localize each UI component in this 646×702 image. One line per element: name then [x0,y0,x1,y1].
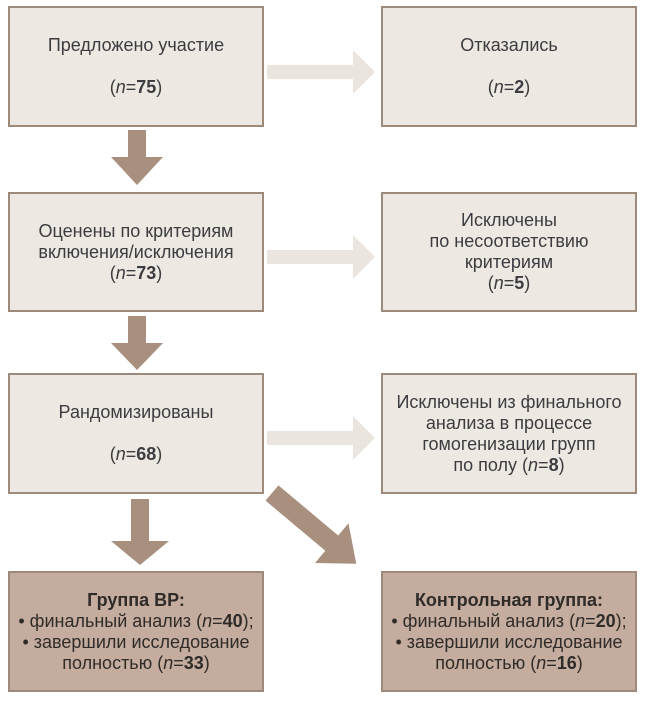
arrow-down-offered-to-assessed [111,130,163,185]
arrow-diagonal-randomized-to-control [255,473,373,584]
arrow-right-assessed-to-excluded [267,235,375,279]
arrow-right-offered-to-declined [267,50,375,94]
box-randomized: Рандомизированы (n=68) [8,373,264,494]
box-excluded-criteria: Исключены по несоответствию критериям (n=5) [381,192,637,312]
arrow-down-randomized-to-group-vr [111,499,169,565]
box-declined: Отказались (n=2) [381,6,637,127]
arrow-down-assessed-to-randomized [111,316,163,370]
arrow-right-randomized-to-excluded [267,416,375,460]
box-excluded-homogenization: Исключены из финального анализа в процессе гомогенизации групп по полу (n=8) [381,373,637,494]
box-control-group: Контрольная группа: • финальный анализ (n=20); • завершили исследование полностью (n=16) [381,571,637,692]
box-offered-participation: Предложено участие (n=75) [8,6,264,127]
box-assessed-criteria: Оценены по критериям включения/исключения (n=73) [8,192,264,312]
box-group-vr: Группа ВР: • финальный анализ (n=40); • завершили исследование полностью (n=33) [8,571,264,692]
